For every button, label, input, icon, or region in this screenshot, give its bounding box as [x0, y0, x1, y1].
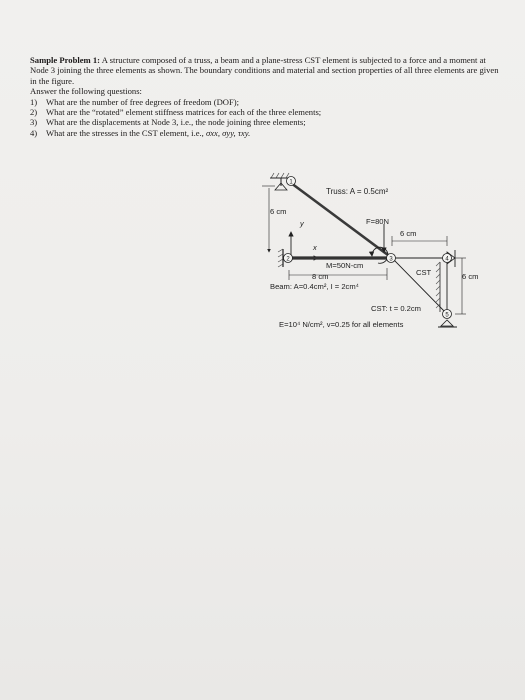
dim-6cm-right: 6 cm	[462, 272, 479, 281]
dim-right-6cm	[455, 258, 466, 314]
moment-label: M=50N-cm	[326, 261, 364, 270]
cst-label: CST	[416, 268, 432, 277]
dim-left-6cm	[262, 186, 275, 252]
dim-6cm-left: 6 cm	[270, 207, 287, 216]
intro-text: A structure composed of a truss, a beam and a plane-stress CST element is subjected to a force and a moment at Node 3 joining the three elements as shown. The boundary conditions and material and section properties of all three elements are given in the figure.	[30, 55, 499, 86]
question-3: 3) What are the displacements at Node 3, i.e., the node joining three elements;	[30, 117, 306, 128]
node-5-label: 5	[445, 312, 449, 319]
y-axis-label: y	[300, 219, 304, 228]
node2-fixed-support	[278, 249, 283, 267]
question-2: 2) What are the “rotated” element stiffness matrices for each of the three elements;	[30, 107, 322, 118]
problem-title: Sample Problem 1:	[30, 55, 101, 65]
node-3-label: 3	[389, 256, 393, 263]
dim-8cm: 8 cm	[312, 272, 329, 281]
answer-prompt: Answer the following questions:	[30, 86, 142, 97]
truss-label: Truss: A = 0.5cm²	[326, 187, 389, 196]
node-1-label: 1	[289, 179, 293, 186]
stress-symbols: σxx, σyy, τxy.	[205, 127, 251, 138]
beam-label: Beam: A=0.4cm², I = 2cm⁴	[270, 282, 359, 291]
cst-thickness-label: CST: t = 0.2cm	[371, 304, 422, 313]
question-4: 4) What are the stresses in the CST element, i.e., σxx, σyy, τxy.	[30, 127, 251, 138]
node-2-label: 2	[286, 256, 290, 263]
dim-6cm-top: 6 cm	[400, 229, 417, 238]
force-label: F=80N	[366, 217, 390, 226]
question-1: 1) What are the number of free degrees of freedom (DOF);	[30, 96, 240, 107]
node-4-label: 4	[445, 256, 449, 263]
x-axis-label: x	[313, 243, 317, 252]
material-note: E=10⁴ N/cm², v=0.25 for all elements	[279, 320, 404, 329]
node5-support	[438, 320, 457, 327]
